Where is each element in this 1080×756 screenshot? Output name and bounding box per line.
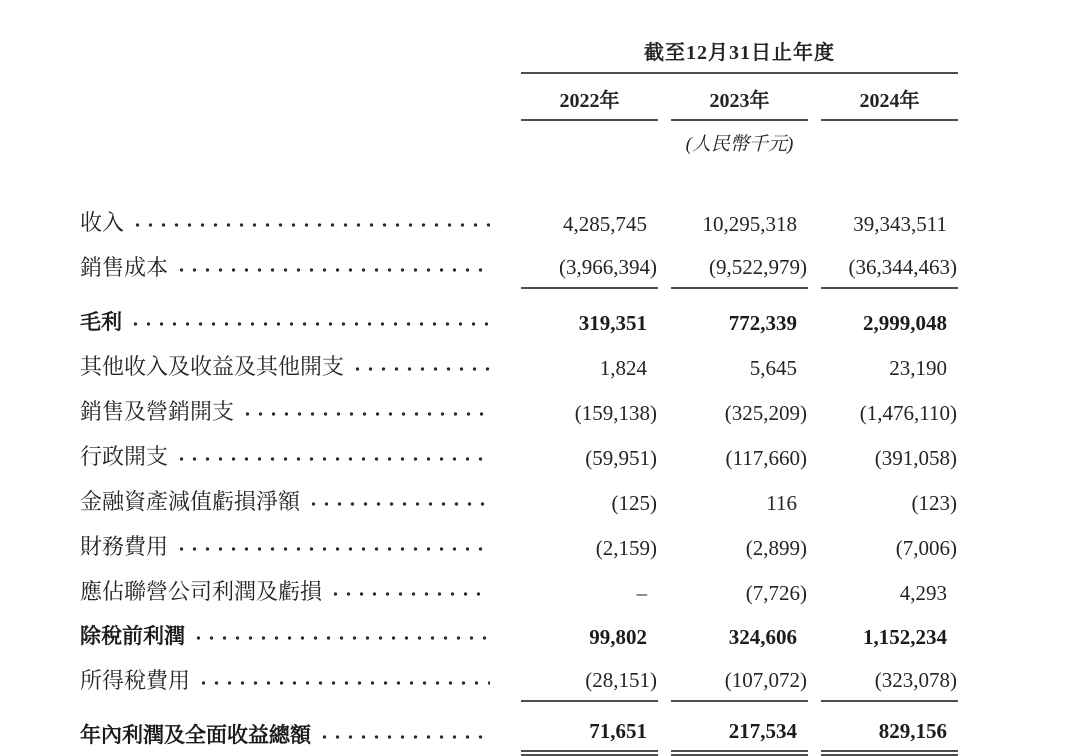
period-header-cell xyxy=(508,24,958,74)
row-label-cell xyxy=(80,613,508,657)
table-row xyxy=(80,433,958,478)
table-row xyxy=(80,244,958,289)
value: (323,078) xyxy=(821,661,958,702)
value-cell xyxy=(808,343,958,388)
row-label-cell xyxy=(80,702,508,756)
row-label-cell xyxy=(80,156,508,244)
row-label-cell xyxy=(80,289,508,343)
table-row xyxy=(80,156,958,244)
value: 319,351 xyxy=(578,311,647,335)
value-cell xyxy=(508,657,658,702)
empty-cell xyxy=(80,74,508,121)
value-cell xyxy=(658,702,808,756)
value-cell xyxy=(658,244,808,289)
value-cell xyxy=(808,568,958,613)
dot-leader xyxy=(175,530,490,561)
row-label-cell xyxy=(80,657,508,702)
income-statement-table xyxy=(80,24,958,756)
table-row xyxy=(80,523,958,568)
value: (107,072) xyxy=(671,661,808,702)
value-cell xyxy=(808,244,958,289)
row-label: 年內利潤及全面收益總額 xyxy=(80,724,311,747)
value: (159,138) xyxy=(574,401,657,425)
value: (2,159) xyxy=(595,536,657,560)
row-label-cell xyxy=(80,568,508,613)
value: 2,999,048 xyxy=(863,311,947,335)
value: (1,476,110) xyxy=(859,401,957,425)
year-column-header-2023: 2023年 xyxy=(658,74,808,121)
dot-leader xyxy=(329,575,490,606)
value-cell xyxy=(508,388,658,433)
value: 1,824 xyxy=(599,356,647,380)
row-label: 銷售成本 xyxy=(80,255,169,280)
table-row xyxy=(80,702,958,756)
value: (117,660) xyxy=(725,446,807,470)
value-cell xyxy=(658,433,808,478)
value: 71,651 xyxy=(521,702,658,756)
year-column-header-2024: 2024年 xyxy=(808,74,958,121)
dot-leader xyxy=(131,206,490,237)
value-cell xyxy=(508,478,658,523)
row-label: 應佔聯營公司利潤及虧損 xyxy=(80,579,323,604)
financial-statement-page xyxy=(0,24,1080,747)
table-row xyxy=(80,289,958,343)
row-label: 銷售及營銷開支 xyxy=(80,399,235,424)
value: (7,006) xyxy=(895,536,957,560)
value: (9,522,979) xyxy=(671,248,808,289)
row-label-cell xyxy=(80,388,508,433)
value-cell xyxy=(808,388,958,433)
value: (59,951) xyxy=(585,446,657,470)
value: 772,339 xyxy=(728,311,797,335)
row-label: 所得稅費用 xyxy=(80,668,191,693)
dot-leader xyxy=(241,395,490,426)
row-label-cell xyxy=(80,343,508,388)
period-header-row xyxy=(80,24,958,74)
currency-unit-note: (人民幣千元) xyxy=(685,134,794,155)
dot-leader xyxy=(129,306,490,336)
value-cell xyxy=(658,657,808,702)
table-row xyxy=(80,343,958,388)
value: 116 xyxy=(766,491,797,515)
row-label: 收入 xyxy=(80,210,125,235)
value: 5,645 xyxy=(749,356,797,380)
period-header: 截至12月31日止年度 xyxy=(521,24,958,74)
value: (36,344,463) xyxy=(821,248,958,289)
value-cell xyxy=(808,433,958,478)
dot-leader xyxy=(351,350,490,381)
row-label: 其他收入及收益及其他開支 xyxy=(80,354,345,379)
unit-note-row xyxy=(80,121,958,156)
empty-cell xyxy=(80,121,508,156)
value: (123) xyxy=(911,491,957,515)
income-statement-body xyxy=(80,156,958,756)
table-row xyxy=(80,478,958,523)
dot-leader xyxy=(192,620,490,650)
value: 829,156 xyxy=(821,702,958,756)
row-label: 毛利 xyxy=(80,311,122,334)
value-cell xyxy=(508,433,658,478)
row-label: 除稅前利潤 xyxy=(80,625,185,648)
value-cell xyxy=(808,613,958,657)
value: 217,534 xyxy=(671,702,808,756)
value-cell xyxy=(808,657,958,702)
dot-leader xyxy=(175,251,490,282)
value: 10,295,318 xyxy=(702,212,797,236)
value-cell xyxy=(808,289,958,343)
value: 324,606 xyxy=(728,625,797,649)
value-cell xyxy=(508,523,658,568)
row-label-cell xyxy=(80,523,508,568)
unit-note-cell xyxy=(508,121,958,156)
value: (391,058) xyxy=(874,446,957,470)
dot-leader xyxy=(175,440,490,471)
dot-leader xyxy=(318,719,490,749)
value-cell xyxy=(808,702,958,756)
value-cell xyxy=(508,568,658,613)
value: (7,726) xyxy=(745,581,807,605)
value-cell xyxy=(658,343,808,388)
dot-leader xyxy=(197,664,490,695)
value-cell xyxy=(808,478,958,523)
value-cell xyxy=(658,523,808,568)
row-label-cell xyxy=(80,244,508,289)
value: 4,293 xyxy=(899,581,947,605)
value-cell xyxy=(508,156,658,244)
table-row xyxy=(80,568,958,613)
value-cell xyxy=(658,568,808,613)
table-row xyxy=(80,613,958,657)
value-cell xyxy=(658,613,808,657)
value: – xyxy=(636,581,647,605)
value: (2,899) xyxy=(745,536,807,560)
value-cell xyxy=(508,702,658,756)
value: 23,190 xyxy=(889,356,947,380)
value: (3,966,394) xyxy=(521,248,658,289)
value: 99,802 xyxy=(589,625,647,649)
value: (325,209) xyxy=(724,401,807,425)
value: (28,151) xyxy=(521,661,658,702)
dot-leader xyxy=(307,485,490,516)
value-cell xyxy=(508,289,658,343)
row-label: 行政開支 xyxy=(80,444,169,469)
value-cell xyxy=(508,244,658,289)
year-column-header-2022: 2022年 xyxy=(508,74,658,121)
row-label: 金融資產減值虧損淨額 xyxy=(80,489,301,514)
row-label-cell xyxy=(80,433,508,478)
value: 1,152,234 xyxy=(863,625,947,649)
value: 4,285,745 xyxy=(563,212,647,236)
value: (125) xyxy=(611,491,657,515)
value-cell xyxy=(808,523,958,568)
table-row xyxy=(80,657,958,702)
value-cell xyxy=(658,289,808,343)
value-cell xyxy=(658,478,808,523)
row-label-cell xyxy=(80,478,508,523)
value-cell xyxy=(658,156,808,244)
table-row xyxy=(80,388,958,433)
value-cell xyxy=(508,613,658,657)
empty-corner-cell xyxy=(80,24,508,74)
row-label: 財務費用 xyxy=(80,534,169,559)
value-cell xyxy=(508,343,658,388)
year-header-row xyxy=(80,74,958,121)
value-cell xyxy=(658,388,808,433)
value: 39,343,511 xyxy=(853,212,947,236)
value-cell xyxy=(808,156,958,244)
